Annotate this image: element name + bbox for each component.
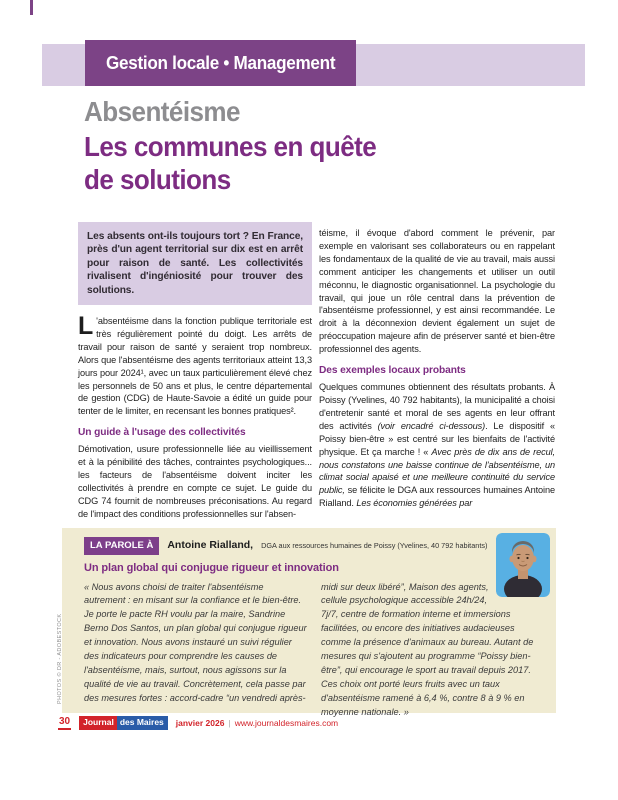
paragraph-text: se félicite le DGA aux ressources humaines Antoine Rialland. bbox=[319, 485, 556, 509]
la-parole-a-badge: LA PAROLE À bbox=[84, 537, 159, 555]
standfirst: Les absents ont-ils toujours tort ? En France, près d'un agent territorial sur dix est en arrêt pour raison de santé. Les collectivités rivalisent d'ingéniosité pour trouver des solutions. bbox=[78, 222, 312, 305]
subhead-exemples: Des exemples locaux probants bbox=[319, 365, 466, 377]
page-number: 30 bbox=[58, 716, 71, 730]
quote-column-right bbox=[321, 581, 544, 720]
quote-text-italic: Les économies générées par bbox=[356, 498, 473, 509]
article-title bbox=[84, 130, 376, 196]
footer-meta bbox=[176, 718, 338, 728]
paragraph-text: 'absentéisme dans la fonction publique territoriale est très régulièrement pointé du doigt. Les arrêts de travail pour raison de santé y seraient trop nombreux. Alors que l'absentéisme des agents territoriaux atteint 13,3 jours pour 2024¹, avec un taux particulièrement élevé chez les personnels de 50 ans et plus, le centre départemental de gestion (CDG) de Haute-Savoie a édité un guide pour tenter de le limiter, en recensant les bonnes pratiques². bbox=[78, 316, 312, 417]
quote-columns bbox=[84, 581, 544, 720]
logo-journal: Journal bbox=[79, 716, 117, 730]
article-column-right bbox=[319, 227, 555, 510]
paragraph-text-italic: (voir encadré ci-dessous) bbox=[377, 420, 486, 431]
drop-cap: L bbox=[78, 312, 94, 340]
interviewee-name: Antoine Rialland, bbox=[167, 539, 254, 551]
section-kicker bbox=[85, 40, 356, 86]
article-rubric: Absentéisme bbox=[84, 96, 240, 127]
paragraph: téisme, il évoque d'abord comment le prévenir, par exemple en valorisant ses collaborateurs ou en rappelant les fondamentaux de la qualité de vie au travail, mais aussi comment anticiper les changements et utiliser un outil méconnu, le diagnostic organisationnel. La psychologie du travail, qui joue un rôle central dans la prévention de l'absentéisme professionnel, y est ainsi recommandée. Le droit à la déconnexion devient également un sujet de préoccupation majeure afin de préserver santé et bien-être professionnel des agents. bbox=[319, 228, 555, 355]
journal-des-maires-logo bbox=[79, 716, 168, 730]
page-corner-mark bbox=[30, 0, 33, 15]
issue-date: janvier 2026 bbox=[175, 718, 225, 728]
paragraph-text: Quelques communes obtiennent des résultats probants. À Poissy (Yvelines, 40 792 habitants), la municipalité a choisi d'entretenir santé et moral de ses agents en leur offrant des activités bbox=[319, 382, 555, 431]
quote-text: midi sur deux libéré”, Maison des agents, cellule psychologique accessible 24h/24, 7j/7, centre de formation interne et immersions facilitées, ou encore des initiatives audacieuses comme la présence d'animaux au bureau. Autant de mesures qui s'ajoutent au programme “Poissy bien-être”, qui encourage le sport au travail depuis 2017. Ces choix ont porté leurs fruits avec un taux d'absentéisme ramené à 6,4 %, contre 8 à 9 % en moyenne nationale. » bbox=[321, 581, 534, 717]
article-title-line1: Les communes en quête bbox=[84, 131, 377, 162]
article-title-line2: de solutions bbox=[84, 164, 231, 195]
quote-text-italic: Avec près de dix ans de recul, nous constatons une baisse continue de l'absentéisme, un climat social apaisé et une meilleure continuité du service public, bbox=[319, 446, 555, 496]
subhead-guide: Un guide à l'usage des collectivités bbox=[78, 427, 246, 439]
page-footer bbox=[58, 716, 338, 730]
paragraph: Démotivation, usure professionnelle liée au vieillissement et à la pénibilité des tâches, contraintes psychologiques... les facteurs de l'absentéisme doivent inciter les collectivités à prendre en compte ce sujet. Le guide du CDG 74 fournit de nombreuses préconisations. Au regard de l'impact des conditions professionnelles sur l'absen- bbox=[78, 444, 312, 519]
footer-separator: | bbox=[228, 718, 231, 728]
logo-des-maires: des Maires bbox=[117, 716, 168, 730]
website-url: www.journaldesmaires.com bbox=[234, 718, 339, 728]
photo-credit: PHOTOS © DR - ADOBESTOCK bbox=[57, 613, 63, 704]
interviewee-role: DGA aux ressources humaines de Poissy (Yvelines, 40 792 habitants) bbox=[261, 541, 488, 550]
portrait-photo bbox=[496, 533, 550, 597]
quote-column-left: « Nous avons choisi de traiter l'absentéisme autrement : en misant sur la confiance et le bien-être. Je porte le pacte RH voulu par la maire, Sandrine Berno Dos Santos, un plan global qui conjugue rigueur et innovation. Nous avons instauré un suivi régulier des indicateurs pour comprendre les causes de l'absentéisme, mais, surtout, nous agissons sur la qualité de vie au travail. Concrètement, cela passe par des mesures fortes : accord-cadre “un vendredi après- bbox=[84, 581, 307, 703]
article-column-left bbox=[78, 312, 312, 521]
section-kicker-label: Gestion locale • Management bbox=[105, 52, 336, 73]
paragraph-text: . Le dispositif « Poissy bien-être » est centré sur les bienfaits de l'activité physique. Et ça marche ! « bbox=[319, 420, 555, 457]
la-parole-a-box bbox=[62, 528, 556, 717]
paragraph bbox=[78, 312, 312, 418]
paragraph bbox=[319, 381, 555, 510]
quote-box-heading: Un plan global qui conjugue rigueur et innovation bbox=[84, 561, 339, 574]
portrait-illustration bbox=[496, 533, 550, 597]
quote-box-header bbox=[84, 537, 544, 555]
